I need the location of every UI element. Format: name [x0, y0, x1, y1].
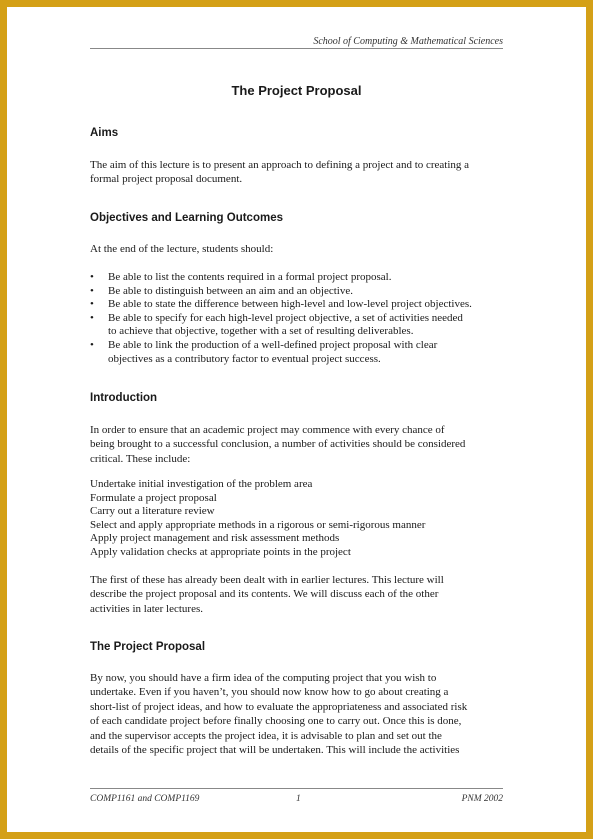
introduction-paragraph-2: [90, 573, 505, 616]
objectives-heading: Objectives and Learning Outcomes: [90, 212, 283, 224]
objective-item: [90, 312, 510, 339]
proposal-line: details of the specific project that will be undertaken. This will include the activities: [90, 744, 460, 757]
objectives-list: [90, 271, 510, 366]
objective-text: Be able to list the contents required in a formal project proposal.: [108, 271, 392, 283]
intro-line: The first of these has already been dealt with in earlier lectures. This lecture will: [90, 574, 444, 586]
page-title: The Project Proposal: [231, 83, 362, 98]
footer-page-number: 1: [296, 794, 301, 804]
footer-course: COMP1161 and COMP1169: [90, 794, 200, 804]
introduction-heading: Introduction: [90, 392, 158, 404]
intro-line: activities in later lectures.: [90, 602, 204, 615]
footer-rule: [90, 788, 503, 789]
intro-line: In order to ensure that an academic project may commence with every chance of: [90, 424, 445, 436]
proposal-line: short-list of project ideas, and how to evaluate the appropriateness and associated risk: [90, 700, 468, 713]
aims-paragraph: [90, 158, 505, 187]
activity-item: Apply project management and risk assessment methods: [90, 532, 340, 544]
objectives-intro: [90, 242, 505, 256]
objective-text: Be able to specify for each high-level project objective, a set of activities needed: [108, 311, 463, 324]
objective-item: [90, 271, 510, 285]
introduction-paragraph-1: [90, 423, 505, 466]
objective-item: [90, 298, 510, 312]
objective-text: objectives as a contributory factor to eventual project success.: [108, 352, 381, 365]
proposal-heading: The Project Proposal: [90, 641, 206, 653]
objective-text: Be able to link the production of a well-defined project proposal with clear: [108, 338, 438, 351]
objective-text: to achieve that objective, together with a set of resulting deliverables.: [108, 325, 414, 338]
activity-item: Select and apply appropriate methods in a rigorous or semi-rigorous manner: [90, 518, 426, 531]
aims-line: formal project proposal document.: [90, 173, 243, 186]
aims-heading: Aims: [90, 127, 119, 139]
intro-line: being brought to a successful conclusion, a number of activities should be considered: [90, 438, 466, 451]
objective-item: [90, 285, 510, 299]
proposal-line: By now, you should have a firm idea of the computing project that you wish to: [90, 672, 437, 684]
intro-line: describe the project proposal and its contents. We will discuss each of the other: [90, 588, 439, 601]
intro-line: critical. These include:: [90, 452, 191, 465]
proposal-line: and the supervisor accepts the project idea, it is advisable to plan and set out the: [90, 729, 442, 742]
objective-text: Be able to state the difference between high-level and low-level project objectives.: [108, 298, 472, 311]
activity-item: Carry out a literature review: [90, 505, 215, 517]
activity-item: Apply validation checks at appropriate points in the project: [90, 545, 351, 558]
header-school: School of Computing & Mathematical Sciences: [313, 36, 503, 47]
objective-text: Be able to distinguish between an aim and an objective.: [108, 284, 353, 297]
aims-line: The aim of this lecture is to present an approach to defining a project and to creating a: [90, 159, 470, 171]
objectives-intro-text: At the end of the lecture, students should:: [90, 243, 274, 255]
proposal-line: undertake. Even if you haven’t, you should now know how to go about creating a: [90, 686, 449, 699]
proposal-line: of each candidate project before finally choosing one to carry out. Once this is done,: [90, 715, 462, 728]
objective-item: [90, 339, 510, 366]
activity-item: Formulate a project proposal: [90, 491, 217, 504]
header-rule: [90, 48, 503, 49]
activities-list: [90, 478, 425, 559]
activity-item: Undertake initial investigation of the problem area: [90, 478, 313, 490]
proposal-paragraph: [90, 671, 505, 757]
footer-author: PNM 2002: [461, 794, 503, 804]
